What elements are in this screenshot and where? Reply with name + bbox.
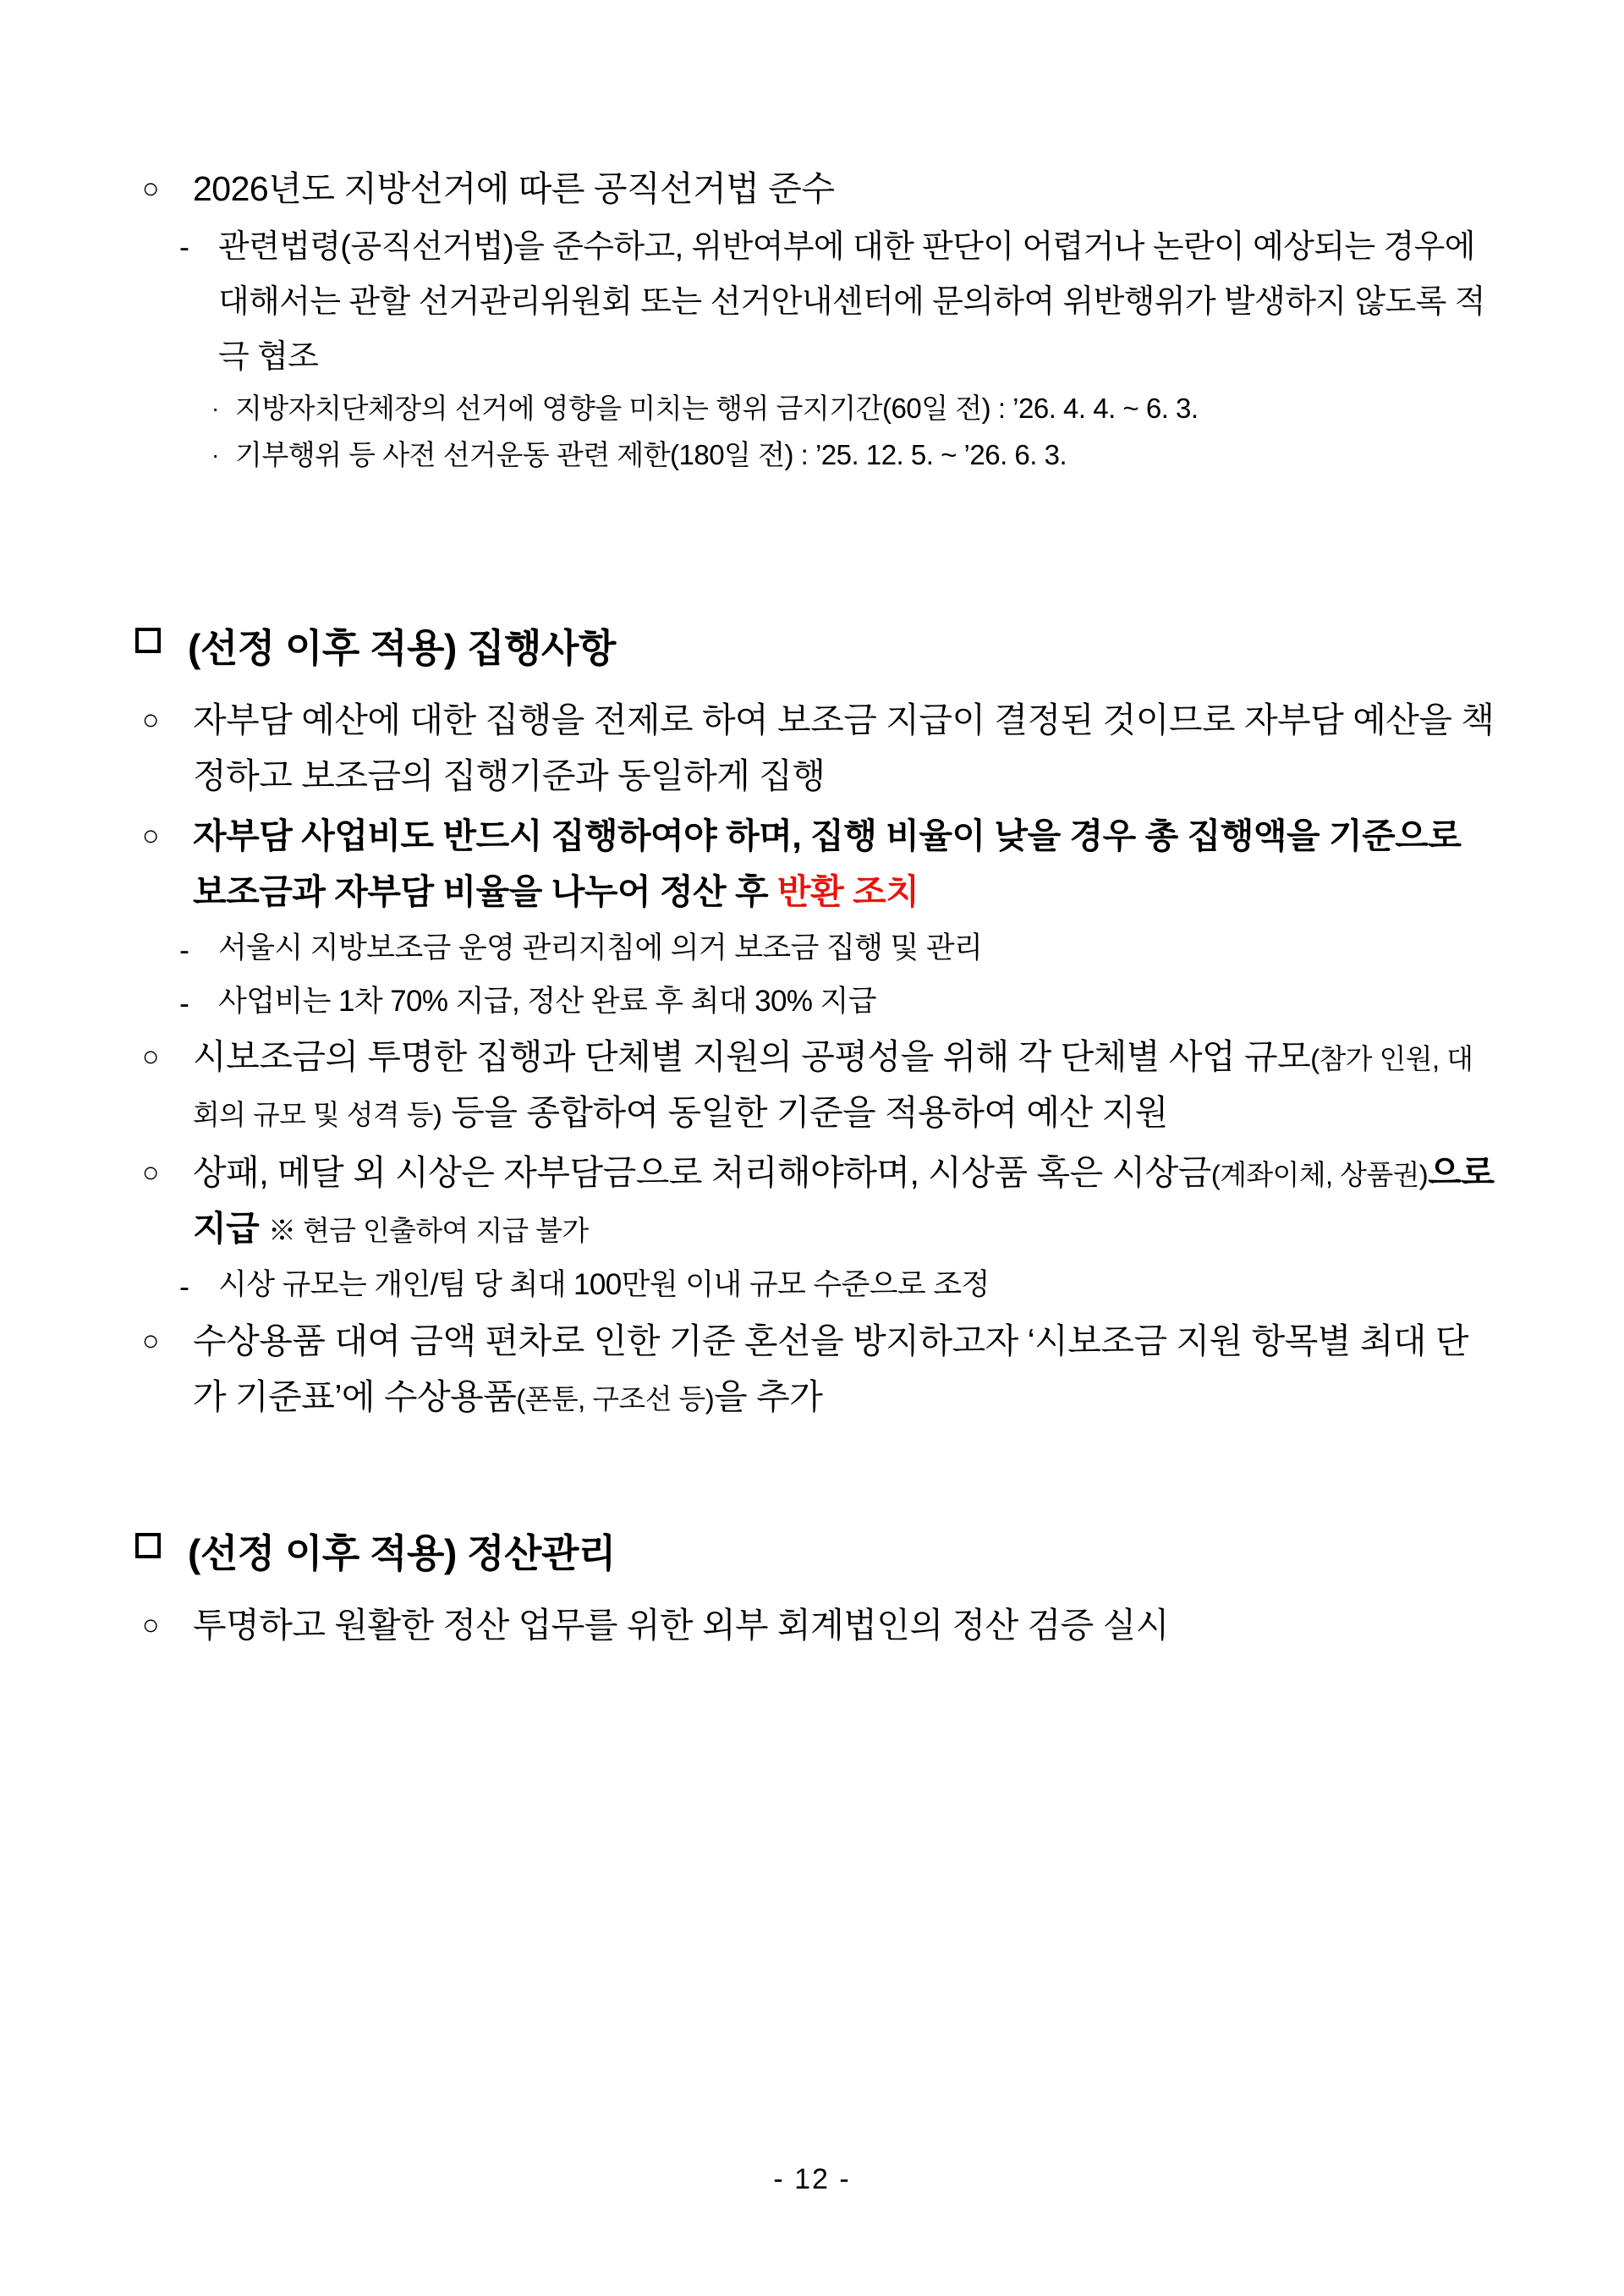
page-number: - 12 - (773, 2163, 851, 2195)
list-item-label: 상패, 메달 외 시상은 자부담금으로 처리해야하며, 시상품 혹은 시상금 (193, 1152, 1211, 1192)
circle-bullet-icon: ○ (142, 1156, 160, 1189)
list-item (127, 386, 1497, 432)
circle-bullet-icon: ○ (142, 1609, 160, 1642)
list-item (127, 161, 1497, 217)
list-item-label-cont: 을 추가 (714, 1376, 823, 1416)
list-item-label: 사업비는 1차 70% 지급, 정산 완료 후 최대 30% 지급 (218, 984, 876, 1018)
list-item-label: 시보조금의 투명한 집행과 단체별 지원의 공평성을 위해 각 단체별 사업 규모 (193, 1036, 1311, 1076)
list-item (127, 808, 1497, 920)
list-item (127, 1313, 1497, 1425)
list-item (127, 1260, 1497, 1310)
square-bullet-icon (135, 628, 161, 653)
list-item (127, 923, 1497, 974)
circle-bullet-icon: ○ (142, 1040, 160, 1073)
list-item-label: 2026년도 지방선거에 따른 공직선거법 준수 (193, 169, 835, 208)
list-item-label: 자부담 예산에 대한 집행을 전제로 하여 보조금 지급이 결정된 것이므로 자부담 예산을 책정하고 보조금의 집행기준과 동일하게 집행 (193, 700, 1495, 796)
heading-settlement-label: (선정 이후 적용) 정산관리 (188, 1531, 616, 1576)
spacer (127, 1428, 1497, 1462)
list-item-note: (참가 인원, 대회의 규모 및 성격 등) (193, 1042, 1473, 1131)
dot-bullet-icon: · (211, 441, 219, 468)
list-item-label: 지방자치단체장의 선거에 영향을 미치는 행위 금지기간(60일 전) : ’26. 4. 4. ~ 6. 3. (235, 393, 1199, 425)
heading-settlement (127, 1523, 1497, 1579)
square-bullet-icon (135, 1533, 161, 1558)
section-election-compliance (127, 161, 1497, 479)
dot-bullet-icon: · (211, 395, 219, 422)
heading-execution (127, 618, 1497, 673)
list-item-highlight: 반환 조치 (777, 871, 919, 911)
circle-bullet-icon: ○ (142, 703, 160, 736)
dash-bullet-icon: - (179, 985, 189, 1020)
list-item-label: 시상 규모는 개인/팀 당 최대 100만원 이내 규모 수준으로 조정 (218, 1268, 990, 1302)
list-item (127, 432, 1497, 479)
list-item-label: 관련법령(공직선거법)을 준수하고, 위반여부에 대한 판단이 어렵거나 논란이 예상되는 경우에 대해서는 관할 선거관리위원회 또는 선거안내센터에 문의하여 위반행위가 발생하지 않도록 적극 협조 (218, 229, 1485, 375)
list-item-label: 기부행위 등 사전 선거운동 관련 제한(180일 전) : ’25. 12. 5. ~ ’26. 6. 3. (235, 438, 1067, 470)
list-item-label-cont: 등을 종합하여 동일한 기준을 적용하여 예산 지원 (442, 1093, 1168, 1133)
list-item (127, 692, 1497, 805)
list-item-label-cont: 으로 지급 (193, 1152, 1495, 1248)
dash-bullet-icon: - (179, 932, 189, 968)
list-item (127, 1145, 1497, 1257)
dash-bullet-icon: - (179, 1269, 189, 1305)
spacer (127, 479, 1497, 557)
list-item-note: (폰툰, 구조선 등) (516, 1382, 715, 1414)
list-item-label: 투명하고 원활한 정산 업무를 위한 외부 회계법인의 정산 검증 실시 (193, 1606, 1169, 1645)
list-item (127, 220, 1497, 384)
list-item-caution: ※ 현금 인출하여 지급 불가 (268, 1214, 589, 1246)
circle-bullet-icon: ○ (142, 173, 160, 205)
circle-bullet-icon: ○ (142, 1324, 160, 1357)
list-item-label: 서울시 지방보조금 운영 관리지침에 의거 보조금 집행 및 관리 (218, 931, 983, 965)
list-item-label: 수상용품 대여 금액 편차로 인한 기준 혼선을 방지하고자 ‘시보조금 지원 항목별 최대 단가 기준표’에 수상용품 (193, 1321, 1469, 1416)
list-item (127, 976, 1497, 1027)
list-item (127, 1029, 1497, 1141)
circle-bullet-icon: ○ (142, 819, 160, 852)
heading-execution-label: (선정 이후 적용) 집행사항 (188, 625, 616, 670)
list-item (127, 1597, 1497, 1653)
list-item-note: (계좌이체, 상품권) (1210, 1158, 1429, 1190)
dash-bullet-icon: - (179, 229, 189, 265)
list-item-label: 자부담 사업비도 반드시 집행하여야 하며, 집행 비율이 낮을 경우 총 집행액을 기준으로 보조금과 자부담 비율을 나누어 정산 후 (193, 816, 1462, 911)
